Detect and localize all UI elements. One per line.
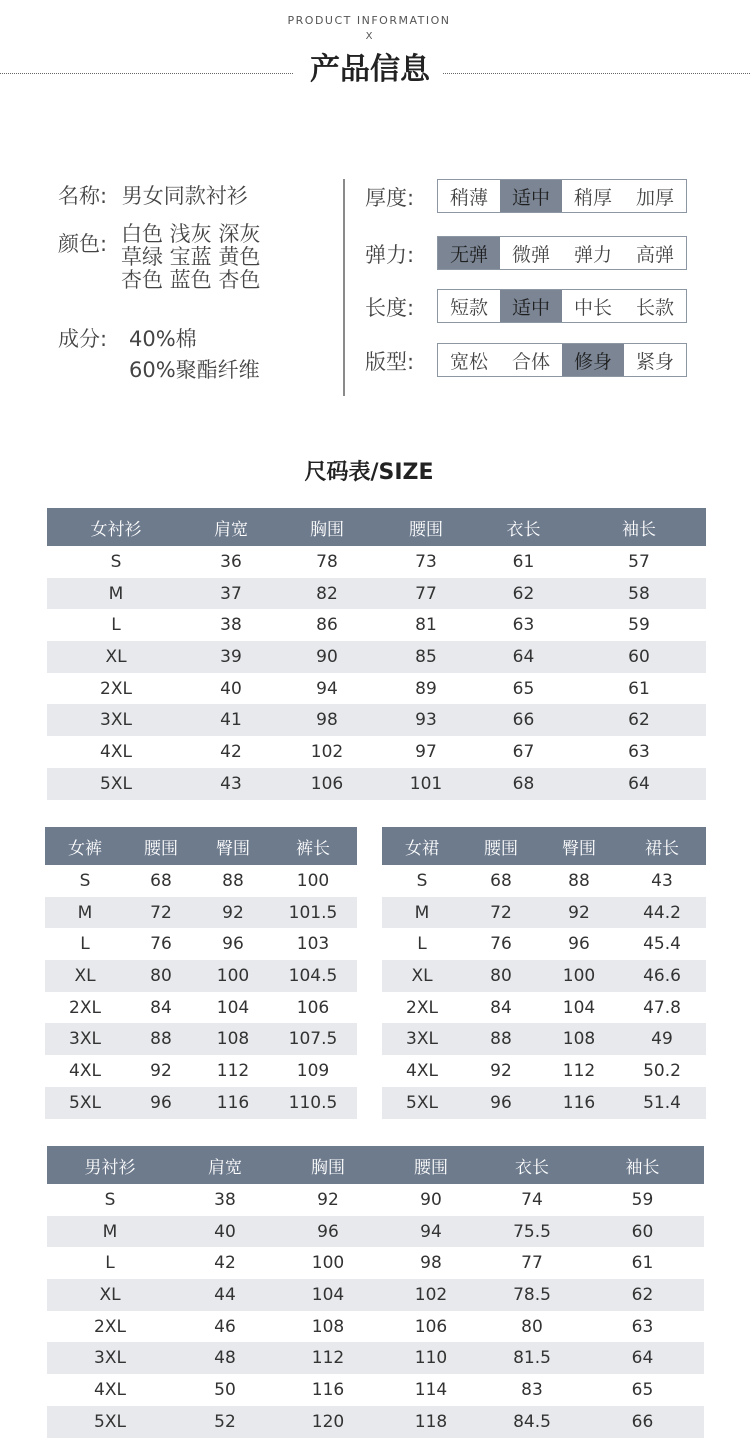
table-header-cell: 女裙 — [382, 827, 462, 865]
table-cell: L — [105, 1253, 115, 1274]
table-header-cell: 腰围 — [462, 827, 540, 865]
attribute-option[interactable]: 弹力 — [573, 243, 612, 266]
info-name-label: 名称: — [58, 184, 108, 208]
table-cell: 5XL — [45, 1087, 125, 1119]
table-cell: 60 — [572, 641, 706, 673]
table-cell: 66 — [581, 1406, 704, 1438]
table-cell: 39 — [185, 641, 277, 673]
table-cell: S — [110, 551, 122, 572]
table-cell: 102 — [310, 741, 344, 762]
table-header-cell: 肩宽 — [173, 1146, 277, 1184]
table-cell: 43 — [651, 870, 673, 891]
table-header-row — [47, 1146, 704, 1184]
women-skirt-size-table — [382, 827, 706, 1119]
table-cell: 4XL — [406, 1060, 438, 1081]
table-cell: L — [417, 934, 427, 955]
table-cell: 100 — [197, 960, 269, 992]
table-cell: 65 — [512, 678, 535, 699]
table-cell: 104 — [277, 1279, 379, 1311]
table-cell: 114 — [414, 1379, 448, 1400]
table-cell: 72 — [125, 897, 197, 929]
table-cell: 2XL — [69, 997, 101, 1018]
table-cell: 46.6 — [618, 960, 706, 992]
page-title: 产品信息 — [310, 52, 430, 87]
table-row — [47, 1374, 704, 1406]
table-cell: 64 — [581, 1342, 704, 1374]
table-cell: 3XL — [45, 1023, 125, 1055]
table-row — [47, 1406, 704, 1438]
table-cell: 102 — [379, 1279, 483, 1311]
table-cell: 109 — [296, 1060, 330, 1081]
table-cell: 92 — [197, 897, 269, 929]
table-cell: L — [80, 934, 90, 955]
table-cell: 62 — [581, 1279, 704, 1311]
table-cell: 36 — [220, 551, 242, 572]
table-cell: 84 — [150, 997, 172, 1018]
table-cell: 2XL — [406, 997, 438, 1018]
attribute-label: 版型: — [365, 350, 415, 374]
men-shirt-size-table — [47, 1146, 704, 1438]
table-cell: 63 — [631, 1316, 654, 1337]
table-cell: 2XL — [94, 1316, 126, 1337]
attribute-option-group — [437, 289, 687, 323]
table-cell: 120 — [277, 1406, 379, 1438]
attribute-option-group — [437, 179, 687, 213]
table-row — [47, 1311, 704, 1343]
table-header-row — [382, 827, 706, 865]
table-cell: 83 — [521, 1379, 543, 1400]
table-row — [47, 1216, 704, 1248]
table-cell: 44.2 — [618, 897, 706, 929]
table-cell: 86 — [316, 615, 338, 636]
header-x-mark: X — [365, 31, 373, 42]
table-cell: 85 — [377, 641, 475, 673]
table-cell: 98 — [420, 1253, 442, 1274]
table-cell: XL — [382, 960, 462, 992]
info-name-value: 男女同款衬衫 — [121, 184, 248, 208]
info-composition-line: 60%聚酯纤维 — [129, 358, 260, 382]
table-cell: 68 — [490, 870, 512, 891]
table-cell: 63 — [628, 741, 650, 762]
table-cell: 100 — [311, 1253, 345, 1274]
table-cell: 92 — [490, 1060, 512, 1081]
table-cell: 58 — [572, 578, 706, 610]
table-header-cell: 衣长 — [483, 1146, 581, 1184]
table-header-cell: 胸围 — [277, 508, 377, 546]
table-cell: 46 — [214, 1316, 236, 1337]
table-cell: 96 — [125, 1087, 197, 1119]
attribute-option-group — [437, 236, 687, 270]
table-row — [382, 1087, 706, 1119]
attribute-label: 厚度: — [365, 186, 415, 210]
table-cell: 73 — [415, 551, 437, 572]
table-cell: 110.5 — [269, 1087, 357, 1119]
table-cell: 62 — [572, 704, 706, 736]
table-row — [47, 673, 706, 705]
table-cell: 108 — [540, 1023, 618, 1055]
table-row — [47, 641, 706, 673]
table-cell: 67 — [512, 741, 535, 762]
table-cell: 37 — [185, 578, 277, 610]
info-composition-label: 成分: — [58, 327, 108, 351]
table-header-row — [45, 827, 357, 865]
table-cell: 76 — [150, 934, 172, 955]
table-cell: M — [45, 897, 125, 929]
table-row — [47, 609, 706, 641]
table-cell: 61 — [512, 551, 535, 572]
table-cell: XL — [45, 960, 125, 992]
table-row — [47, 736, 706, 768]
table-header-cell: 袖长 — [572, 508, 706, 546]
info-color-label: 颜色: — [58, 232, 108, 256]
info-color-line: 杏色 蓝色 杏色 — [121, 268, 261, 292]
table-cell: 44 — [173, 1279, 277, 1311]
table-cell: 116 — [540, 1087, 618, 1119]
table-cell: 40 — [220, 678, 242, 699]
table-cell: S — [104, 1189, 116, 1210]
table-cell: 77 — [377, 578, 475, 610]
table-cell: 98 — [277, 704, 377, 736]
table-cell: 52 — [173, 1406, 277, 1438]
table-cell: 81 — [415, 615, 437, 636]
table-header-cell: 袖长 — [581, 1146, 704, 1184]
table-cell: 93 — [377, 704, 475, 736]
table-cell: 61 — [631, 1253, 654, 1274]
table-cell: 92 — [317, 1189, 339, 1210]
table-row — [382, 992, 706, 1024]
table-cell: 43 — [185, 768, 277, 800]
info-separator — [343, 179, 345, 396]
table-cell: XL — [47, 1279, 173, 1311]
info-color-line: 草绿 宝蓝 黄色 — [121, 245, 261, 269]
table-cell: 4XL — [94, 1379, 126, 1400]
table-row — [47, 1247, 704, 1279]
table-cell: 51.4 — [618, 1087, 706, 1119]
table-cell: 78.5 — [483, 1279, 581, 1311]
table-row — [45, 928, 357, 960]
table-cell: 60 — [581, 1216, 704, 1248]
table-cell: 92 — [540, 897, 618, 929]
attribute-option[interactable]: 稍厚 — [573, 186, 612, 209]
table-cell: M — [382, 897, 462, 929]
table-cell: 3XL — [382, 1023, 462, 1055]
table-cell: 3XL — [47, 1342, 173, 1374]
attribute-option[interactable]: 合体 — [511, 350, 550, 373]
size-chart-title: 尺码表/SIZE — [304, 460, 434, 485]
attribute-option[interactable]: 稍薄 — [449, 186, 488, 209]
attribute-option[interactable]: 中长 — [573, 296, 612, 319]
header-subtitle: PRODUCT INFORMATION — [287, 14, 451, 27]
attribute-option[interactable]: 适中 — [500, 290, 562, 322]
table-cell: 78 — [316, 551, 338, 572]
table-cell: 112 — [562, 1060, 596, 1081]
table-cell: 88 — [568, 870, 590, 891]
table-cell: 5XL — [382, 1087, 462, 1119]
table-cell: 4XL — [69, 1060, 101, 1081]
table-cell: 94 — [316, 678, 338, 699]
attribute-option[interactable]: 短款 — [449, 296, 488, 319]
table-cell: 80 — [462, 960, 540, 992]
table-cell: 66 — [475, 704, 572, 736]
table-cell: 96 — [222, 934, 244, 955]
table-cell: 103 — [296, 934, 330, 955]
attribute-option[interactable]: 高弹 — [635, 243, 674, 266]
attribute-option[interactable]: 紧身 — [635, 350, 674, 373]
table-cell: 104.5 — [269, 960, 357, 992]
table-cell: 94 — [379, 1216, 483, 1248]
table-row — [47, 1342, 704, 1374]
table-cell: 75.5 — [483, 1216, 581, 1248]
table-row — [45, 1055, 357, 1087]
table-row — [382, 897, 706, 929]
table-cell: 84.5 — [483, 1406, 581, 1438]
table-row — [47, 704, 706, 736]
attribute-label: 长度: — [365, 296, 415, 320]
table-cell: 5XL — [47, 768, 185, 800]
table-cell: 92 — [150, 1060, 172, 1081]
table-row — [45, 1023, 357, 1055]
table-row — [47, 768, 706, 800]
header-divider-left — [0, 73, 293, 74]
table-cell: 110 — [379, 1342, 483, 1374]
table-cell: 106 — [296, 997, 330, 1018]
info-name — [58, 184, 248, 208]
table-cell: 106 — [277, 768, 377, 800]
info-color-line: 白色 浅灰 深灰 — [121, 222, 261, 246]
table-cell: 42 — [214, 1253, 236, 1274]
table-header-cell: 臀围 — [197, 827, 269, 865]
table-header-cell: 衣长 — [475, 508, 572, 546]
table-cell: 97 — [415, 741, 437, 762]
table-cell: 2XL — [100, 678, 132, 699]
table-cell: 42 — [220, 741, 242, 762]
attribute-label: 弹力: — [365, 243, 415, 267]
table-cell: 112 — [277, 1342, 379, 1374]
table-row — [382, 1023, 706, 1055]
table-cell: 88 — [462, 1023, 540, 1055]
table-header-cell: 女衬衫 — [47, 508, 185, 546]
table-cell: 81.5 — [483, 1342, 581, 1374]
table-header-cell: 腰围 — [377, 508, 475, 546]
table-row — [45, 897, 357, 929]
table-cell: 104 — [562, 997, 596, 1018]
table-cell: 59 — [628, 615, 650, 636]
table-cell: 63 — [512, 615, 535, 636]
table-cell: 80 — [521, 1316, 543, 1337]
table-cell: 84 — [490, 997, 512, 1018]
table-cell: 89 — [415, 678, 437, 699]
table-cell: 112 — [216, 1060, 250, 1081]
women-pants-size-table — [45, 827, 357, 1119]
attribute-option[interactable]: 修身 — [562, 344, 624, 376]
table-cell: 88 — [125, 1023, 197, 1055]
table-cell: 4XL — [100, 741, 132, 762]
table-cell: 50 — [214, 1379, 236, 1400]
header-divider-right — [443, 73, 750, 74]
table-row — [47, 1279, 704, 1311]
table-cell: L — [111, 615, 121, 636]
table-row — [47, 1184, 704, 1216]
attribute-option[interactable]: 无弹 — [438, 237, 500, 269]
table-row — [45, 865, 357, 897]
table-cell: 64 — [572, 768, 706, 800]
table-cell: 108 — [311, 1316, 345, 1337]
table-row — [47, 546, 706, 578]
table-cell: XL — [47, 641, 185, 673]
table-cell: 80 — [125, 960, 197, 992]
table-cell: 107.5 — [269, 1023, 357, 1055]
table-cell: 101.5 — [269, 897, 357, 929]
table-cell: 106 — [414, 1316, 448, 1337]
table-cell: 100 — [540, 960, 618, 992]
table-header-cell: 胸围 — [277, 1146, 379, 1184]
table-cell: 108 — [197, 1023, 269, 1055]
table-cell: M — [47, 578, 185, 610]
table-cell: 50.2 — [643, 1060, 681, 1081]
table-cell: 101 — [377, 768, 475, 800]
table-header-cell: 肩宽 — [185, 508, 277, 546]
table-cell: M — [47, 1216, 173, 1248]
table-cell: 77 — [521, 1253, 543, 1274]
table-row — [47, 578, 706, 610]
table-cell: 47.8 — [643, 997, 681, 1018]
table-row — [45, 992, 357, 1024]
table-cell: 68 — [150, 870, 172, 891]
table-cell: S — [416, 870, 428, 891]
table-cell: 65 — [631, 1379, 654, 1400]
table-cell: 104 — [216, 997, 250, 1018]
table-cell: 49 — [618, 1023, 706, 1055]
table-cell: 96 — [277, 1216, 379, 1248]
table-header-cell: 腰围 — [379, 1146, 483, 1184]
attribute-option[interactable]: 适中 — [500, 180, 562, 212]
table-cell: 40 — [173, 1216, 277, 1248]
table-cell: 68 — [475, 768, 572, 800]
info-composition-line: 40%棉 — [129, 327, 197, 351]
table-cell: 3XL — [47, 704, 185, 736]
table-cell: 116 — [197, 1087, 269, 1119]
table-header-cell: 腰围 — [125, 827, 197, 865]
table-header-cell: 臀围 — [540, 827, 618, 865]
table-row — [45, 1087, 357, 1119]
table-cell: 72 — [462, 897, 540, 929]
table-cell: 41 — [185, 704, 277, 736]
table-cell: 90 — [277, 641, 377, 673]
table-cell: 38 — [214, 1189, 236, 1210]
table-cell: 74 — [521, 1189, 543, 1210]
table-cell: 38 — [220, 615, 242, 636]
table-row — [382, 928, 706, 960]
table-row — [382, 960, 706, 992]
table-cell: 5XL — [47, 1406, 173, 1438]
table-cell: 76 — [490, 934, 512, 955]
table-header-cell: 女裤 — [45, 827, 125, 865]
table-cell: S — [79, 870, 91, 891]
attribute-option[interactable]: 加厚 — [635, 186, 674, 209]
table-cell: 45.4 — [643, 934, 681, 955]
table-row — [45, 960, 357, 992]
table-cell: 88 — [222, 870, 244, 891]
attribute-option[interactable]: 微弹 — [511, 243, 550, 266]
table-cell: 116 — [311, 1379, 345, 1400]
table-cell: 96 — [568, 934, 590, 955]
table-row — [382, 865, 706, 897]
table-cell: 64 — [475, 641, 572, 673]
attribute-option-group — [437, 343, 687, 377]
table-header-cell: 裙长 — [618, 827, 706, 865]
table-cell: 82 — [277, 578, 377, 610]
attribute-option[interactable]: 宽松 — [449, 350, 488, 373]
table-cell: 118 — [379, 1406, 483, 1438]
women-shirt-size-table — [47, 508, 706, 800]
table-cell: 96 — [462, 1087, 540, 1119]
table-header-cell: 裤长 — [269, 827, 357, 865]
table-row — [382, 1055, 706, 1087]
attribute-option[interactable]: 长款 — [635, 296, 674, 319]
table-cell: 100 — [296, 870, 330, 891]
table-cell: 90 — [420, 1189, 442, 1210]
table-header-row — [47, 508, 706, 546]
table-cell: 48 — [173, 1342, 277, 1374]
table-cell: 59 — [631, 1189, 654, 1210]
table-cell: 57 — [628, 551, 650, 572]
table-cell: 62 — [475, 578, 572, 610]
table-cell: 61 — [628, 678, 650, 699]
table-header-cell: 男衬衫 — [47, 1146, 173, 1184]
